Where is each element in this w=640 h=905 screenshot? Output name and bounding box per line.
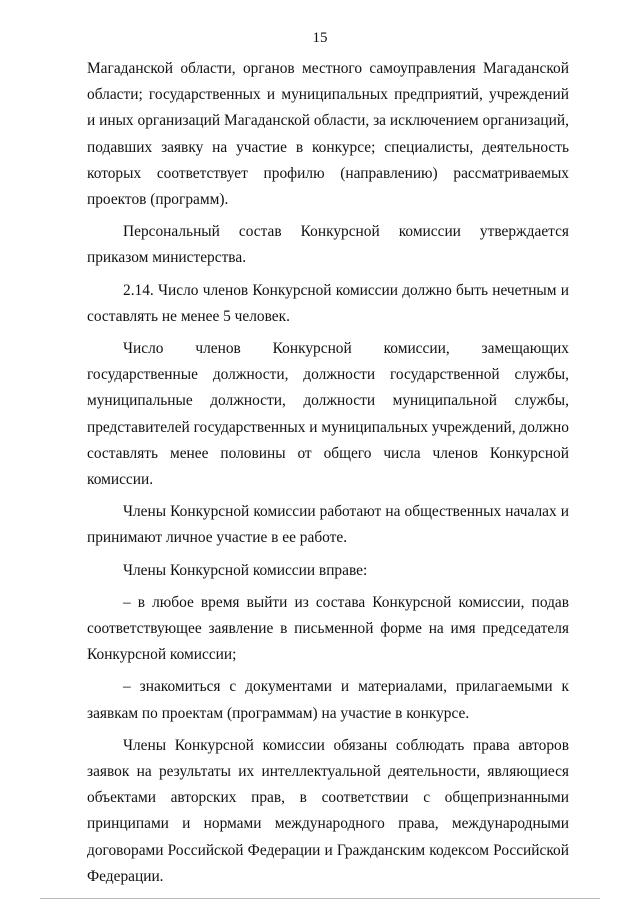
document-body (87, 56, 569, 890)
paragraph-obligations: Члены Конкурсной комиссии обязаны соблюдать права авторов заявок на результаты их интеллектуальной деятельности, являющиеся объектами авторских прав, в соответствии с общепризнанными принципами и нормами международного права, международными договорами Российской Федерации и Гражданским кодексом Российской Федерации. (87, 736, 569, 885)
page-number: 15 (312, 30, 328, 46)
paragraph-volunteer-basis: Члены Конкурсной комиссии работают на общественных началах и принимают личное участие в ее работе. (87, 503, 569, 547)
paragraph-officials-share: Число членов Конкурсной комиссии, замещающих государственные должности, должности государственной службы, муниципальные должности, должности муниципальной службы, представителей государственных и муниципальных учреждений, должно составлять менее половины от общего числа членов Конкурсной комиссии. (87, 340, 569, 489)
paragraph-2-14: 2.14. Число членов Конкурсной комиссии должно быть нечетным и составлять не менее 5 человек. (87, 281, 569, 325)
paragraph-rights-heading: Члены Конкурсной комиссии вправе: (123, 561, 368, 579)
list-item-resign: – в любое время выйти из состава Конкурсной комиссии, подав соответствующее заявление в письменной форме на имя председателя Конкурсной комиссии; (87, 593, 569, 664)
paragraph-personnel: Персональный состав Конкурсной комиссии утверждается приказом министерства. (87, 223, 569, 267)
paragraph-continuation: Магаданской области, органов местного самоуправления Магаданской области; государственных и муниципальных предприятий, учреждений и иных организаций Магаданской области, за исключением организаций, подавших заявку на участие в конкурсе; специалисты, деятельность которых соответствует профилю (направлению) рассматриваемых проектов (программ). (87, 60, 569, 209)
list-item-review-documents: – знакомиться с документами и материалами, прилагаемыми к заявкам по проектам (программам) на участие в конкурсе. (87, 678, 569, 722)
scan-bottom-edge (40, 898, 600, 899)
